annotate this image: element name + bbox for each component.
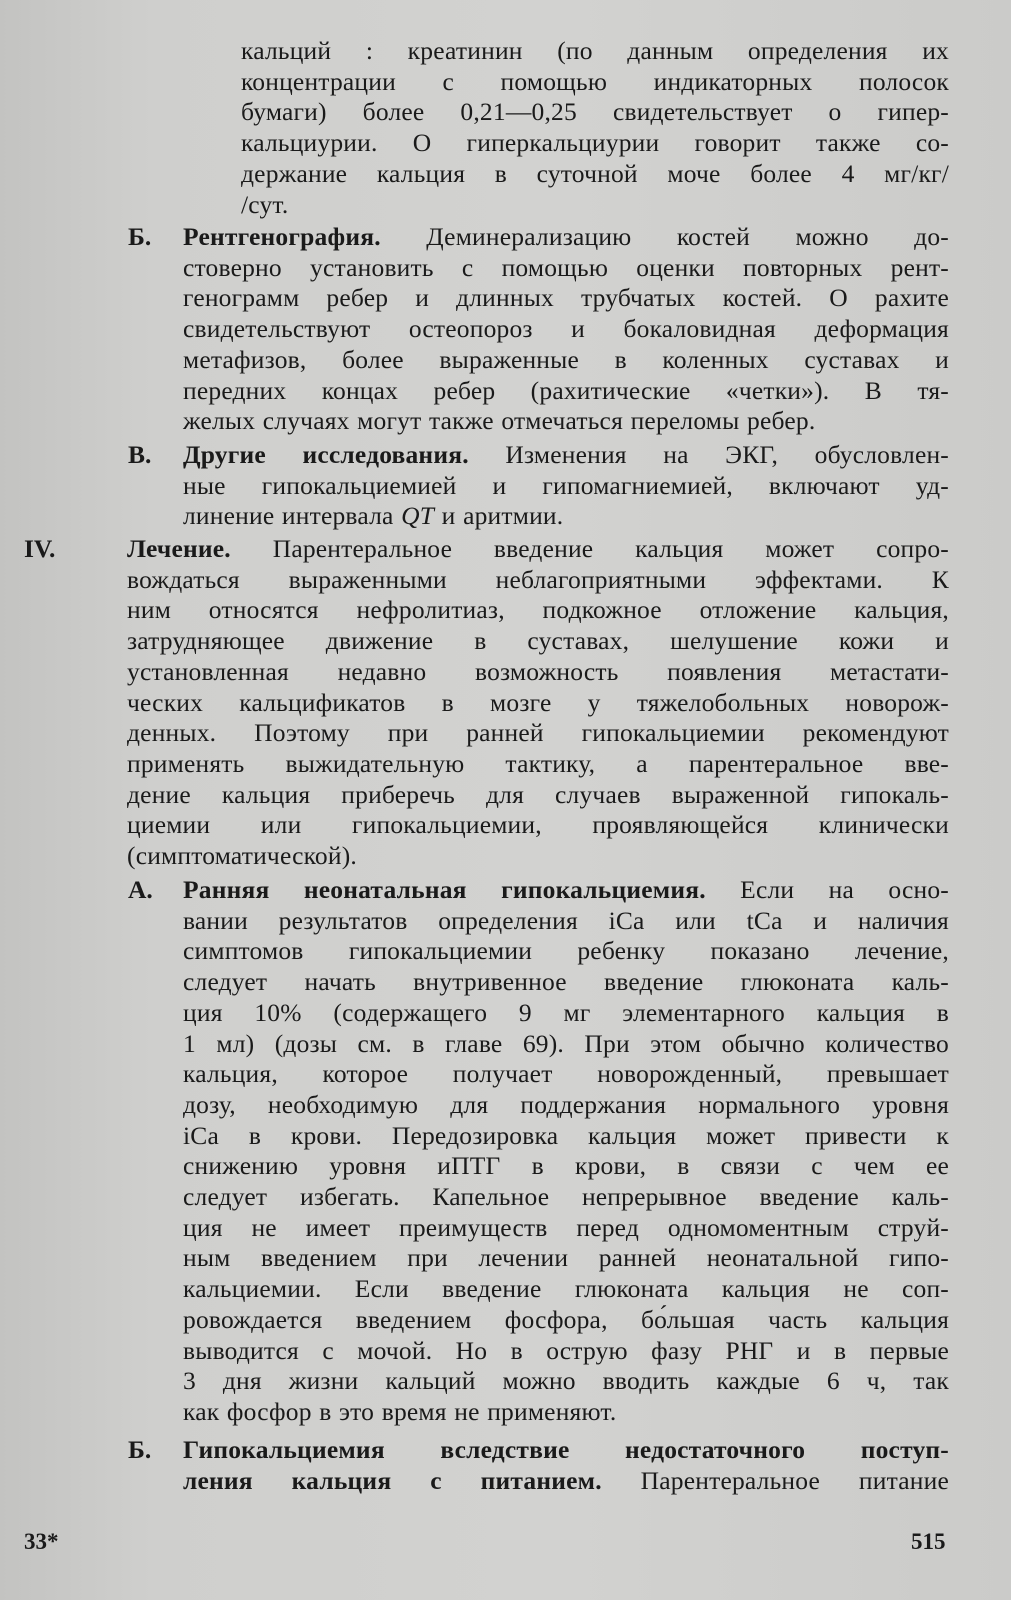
text-line: Ранняя неонатальная гипокальциемия. Если на осно- [183,875,949,904]
section-marker: В. [128,440,152,469]
early-hypocalcemia-paragraph [183,875,949,1428]
text-line: генограмм ребер и длинных трубчатых костей. О рахите [183,283,949,313]
section-marker: Б. [128,222,152,251]
text-line: свидетельствуют остеопороз и бокаловидная деформация [183,314,949,344]
text-line: дение кальция приберечь для случаев выраженной гипокаль- [127,779,949,809]
text-line [183,1435,949,1466]
text-line: дозу, необходимую для поддержания нормального уровня [183,1089,949,1119]
text-line: ним относятся нефролитиаз, подкожное отложение кальция, [127,595,949,625]
text-line: вождаться выраженными неблагоприятными эффектами. К [127,564,949,594]
text-line: ческих кальцификатов в мозге у тяжелобольных новорож- [127,687,949,717]
text-line: симптомов гипокальциемии ребенку показано лечение, [183,936,949,966]
text-line: циемии или гипокальциемии, проявляющейся клинически [127,810,949,840]
text-line: кальция, которое получает новорожденный, превышает [183,1059,949,1089]
text-line: ные гипокальциемией и гипомагниемией, включают уд- [183,470,949,500]
text-line: кальциемии. Если введение глюконата кальция не соп- [183,1274,949,1304]
text-line: ция 10% (содержащего 9 мг элементарного кальция в [183,997,949,1027]
text-line: выводится с мочой. Но в острую фазу РНГ и в первые [183,1335,949,1365]
text-line: ным введением при лечении ранней неонатальной гипо- [183,1243,949,1273]
text-line: передних концах ребер (рахитические «четки»). В тя- [183,375,949,405]
text-line: следует избегать. Капельное непрерывное введение каль- [183,1182,949,1212]
section-marker: IV. [24,534,56,563]
text-line: стоверно установить с помощью оценки повторных рент- [183,252,949,282]
text-line: метафизов, более выраженные в коленных суставах и [183,344,949,374]
text-line: (симптоматической). [127,841,357,871]
text-line: ция не имеет преимуществ перед одномоментным струй- [183,1212,949,1242]
text-line: Лечение. Парентеральное введение кальция может сопро- [127,534,949,563]
treatment-paragraph [127,534,949,872]
text-line: 1 мл) (дозы см. в главе 69). При этом обычно количество [183,1028,949,1058]
text-line: денных. Поэтому при ранней гипокальциемии рекомендуют [127,718,949,748]
section-heading: Лечение. [127,534,231,563]
text-line: бумаги) более 0,21—0,25 свидетельствует о гипер- [241,97,949,127]
text-line: следует начать внутривенное введение глюконата каль- [183,967,949,997]
text-line: затрудняющее движение в суставах, шелушение кожи и [127,626,949,656]
text-line: ления кальция с питанием. Парентеральное питание [183,1465,949,1495]
text-line: iCa в крови. Передозировка кальция может привести к [183,1120,949,1150]
section-marker: Б. [128,1435,152,1464]
page-number: 515 [911,1529,946,1554]
section-heading-cont: ления кальция с питанием. [183,1465,602,1495]
text-line: /сут. [241,189,289,219]
text-line: вании результатов определения iCa или tCa и наличия [183,905,949,935]
text-line: желых случаях могут также отмечаться переломы ребер. [183,406,816,436]
qt-interval-term: QT [401,501,435,531]
text-line: как фосфор в это время не применяют. [183,1396,617,1426]
text-line: кальциурии. О гиперкальциурии говорит также со- [241,128,949,158]
text-line: концентрации с помощью индикаторных полосок [241,66,949,96]
printer-signature: 33* [24,1529,59,1554]
section-heading: Ранняя неонатальная гипокальциемия. [183,875,706,904]
text-line: применять выжидательную тактику, а парентеральное вве- [127,748,949,778]
dietary-hypocalcemia-paragraph [183,1435,949,1496]
text-line: Другие исследования. Изменения на ЭКГ, обусловлен- [183,440,949,469]
text-line: линение интервала QT и аритмии. [183,501,564,531]
radiography-paragraph [183,222,949,437]
intro-paragraph [241,36,949,220]
section-heading: Рентгенография. [183,222,381,251]
text-line: установленная недавно возможность появления метастати- [127,656,949,686]
section-heading: Другие исследования. [183,440,469,469]
text-line: держание кальция в суточной моче более 4 мг/кг/ [241,158,949,188]
text-line: ровождается введением фосфора, бо́льшая часть кальция [183,1304,949,1334]
text-line: 3 дня жизни кальций можно вводить каждые 6 ч, так [183,1366,949,1396]
other-studies-paragraph [183,440,949,532]
section-marker: А. [128,875,153,904]
text-line: Рентгенография. Деминерализацию костей можно до- [183,222,949,251]
section-heading: Гипокальциемия вследствие недостаточного поступ- [183,1435,949,1464]
text-line: снижению уровня иПТГ в крови, в связи с чем ее [183,1151,949,1181]
text-line: кальций : креатинин (по данным определения их [241,36,949,65]
